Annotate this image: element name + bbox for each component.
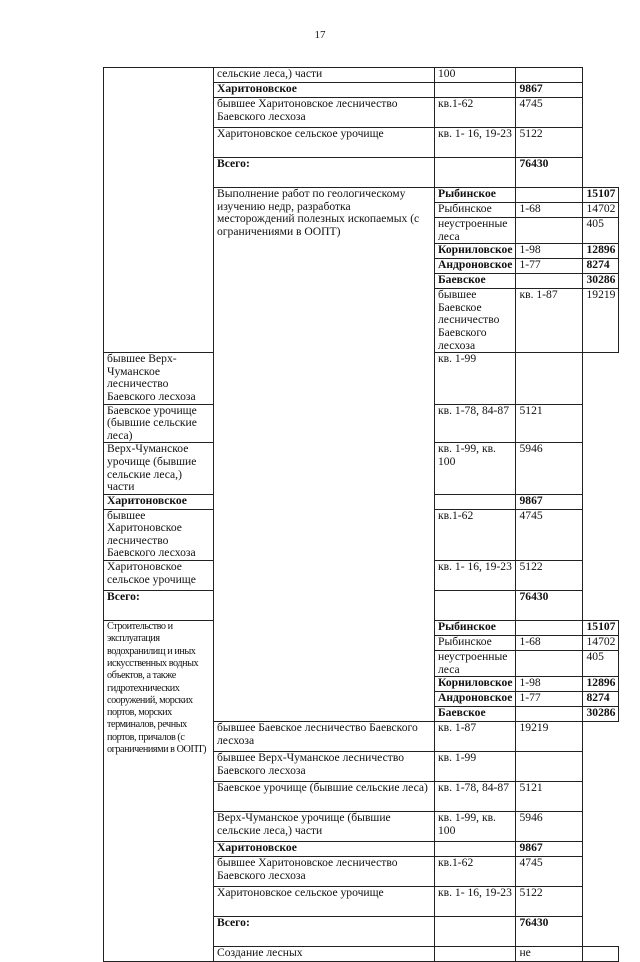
area-cell: 5122 — [516, 887, 583, 917]
quarters-cell: не — [516, 947, 583, 962]
name-cell: Харитоновское — [104, 494, 214, 509]
name-cell: Харитоновское — [214, 83, 435, 98]
purpose-cell — [104, 68, 214, 353]
area-cell — [516, 68, 583, 83]
area-cell: 5946 — [516, 812, 583, 842]
table-body — [104, 68, 619, 962]
area-cell — [583, 947, 619, 962]
name-cell: Всего: — [104, 591, 214, 621]
name-cell: Верх-Чуманское урочище (бывшие сельские леса,) части — [104, 443, 214, 494]
area-cell: 5946 — [516, 443, 583, 494]
quarters-cell: кв.1-62 — [435, 98, 516, 128]
area-cell: 30286 — [583, 274, 619, 289]
quarters-cell: 1-98 — [516, 677, 583, 692]
quarters-cell: кв. 1-99 — [435, 752, 516, 782]
area-cell: 5121 — [516, 404, 583, 443]
quarters-cell: кв. 1-99, кв. 100 — [435, 443, 516, 494]
name-cell: бывшее Харитоновское лесничество Баевского лесхоза — [214, 857, 435, 887]
quarters-cell — [516, 621, 583, 636]
name-cell: Всего: — [214, 917, 435, 947]
name-cell: Харитоновское сельское урочище — [214, 128, 435, 158]
name-cell: Рыбинское — [435, 203, 516, 218]
quarters-cell — [435, 83, 516, 98]
quarters-cell: кв. 1-87 — [516, 289, 583, 353]
area-cell: 405 — [583, 651, 619, 677]
forest-use-table — [103, 67, 619, 962]
name-cell: неустроенные леса — [435, 651, 516, 677]
name-cell: Харитоновское сельское урочище — [104, 561, 214, 591]
area-cell: 12896 — [583, 244, 619, 259]
quarters-cell: кв. 1- 16, 19-23 — [435, 128, 516, 158]
name-cell: Баевское урочище (бывшие сельские леса) — [214, 782, 435, 812]
name-cell: Харитоновское — [214, 842, 435, 857]
name-cell: Баевское — [435, 274, 516, 289]
area-cell: 5122 — [516, 128, 583, 158]
name-cell: Андроновское — [435, 259, 516, 274]
quarters-cell: кв. 1-99, кв. 100 — [435, 812, 516, 842]
name-cell: Корниловское — [435, 677, 516, 692]
area-cell: 12896 — [583, 677, 619, 692]
area-cell: 19219 — [583, 289, 619, 353]
area-cell: 15107 — [583, 621, 619, 636]
quarters-cell: кв. 1-87 — [435, 722, 516, 752]
quarters-cell — [435, 158, 516, 188]
table-row — [104, 68, 619, 83]
quarters-cell: 1-68 — [516, 203, 583, 218]
name-cell: Рыбинское — [435, 621, 516, 636]
name-cell: Рыбинское — [435, 636, 516, 651]
name-cell: сельские леса,) части — [214, 68, 435, 83]
purpose-cell: Выполнение работ по геологическому изучению недр, разработка месторождений полезных ископаемых (с ограничениями в ООПТ) — [214, 188, 435, 722]
quarters-cell: 100 — [435, 68, 516, 83]
name-cell: Андроновское — [435, 692, 516, 707]
name-cell: Корниловское — [435, 244, 516, 259]
area-cell: 4745 — [516, 857, 583, 887]
page-number: 17 — [314, 29, 326, 41]
area-cell: 30286 — [583, 707, 619, 722]
area-cell: 9867 — [516, 494, 583, 509]
quarters-cell: 1-98 — [516, 244, 583, 259]
name-cell: неустроенные леса — [435, 218, 516, 244]
name-cell — [435, 947, 516, 962]
name-cell: Харитоновское сельское урочище — [214, 887, 435, 917]
name-cell: Баевское — [435, 707, 516, 722]
quarters-cell — [435, 917, 516, 947]
quarters-cell: 1-77 — [516, 259, 583, 274]
area-cell: 8274 — [583, 259, 619, 274]
name-cell: Баевское урочище (бывшие сельские леса) — [104, 404, 214, 443]
area-cell: 76430 — [516, 917, 583, 947]
name-cell: бывшее Верх-Чуманское лесничество Баевского лесхоза — [214, 752, 435, 782]
name-cell: Всего: — [214, 158, 435, 188]
area-cell: 9867 — [516, 83, 583, 98]
quarters-cell — [516, 218, 583, 244]
quarters-cell: кв. 1- 16, 19-23 — [435, 561, 516, 591]
name-cell: Рыбинское — [435, 188, 516, 203]
name-cell: бывшее Харитоновское лесничество Баевского лесхоза — [214, 98, 435, 128]
name-cell: Верх-Чуманское урочище (бывшие сельские леса,) части — [214, 812, 435, 842]
area-cell: 5121 — [516, 782, 583, 812]
quarters-cell: кв. 1- 16, 19-23 — [435, 887, 516, 917]
area-cell: 9867 — [516, 842, 583, 857]
area-cell: 4745 — [516, 98, 583, 128]
quarters-cell: кв. 1-78, 84-87 — [435, 404, 516, 443]
quarters-cell: кв. 1-99 — [435, 353, 516, 404]
area-cell: 14702 — [583, 636, 619, 651]
area-cell — [516, 752, 583, 782]
quarters-cell — [516, 188, 583, 203]
area-cell: 405 — [583, 218, 619, 244]
quarters-cell — [516, 651, 583, 677]
quarters-cell — [435, 494, 516, 509]
area-cell: 4745 — [516, 509, 583, 560]
quarters-cell: кв. 1-78, 84-87 — [435, 782, 516, 812]
area-cell: 14702 — [583, 203, 619, 218]
area-cell: 19219 — [516, 722, 583, 752]
area-cell: 76430 — [516, 591, 583, 621]
area-cell: 8274 — [583, 692, 619, 707]
purpose-cell: Строительство и эксплуатация водохранилищ и иных искусственных водных объектов, а также гидротехнических сооружений, морских портов, морских терминалов, речных портов, причалов (с ограничениями в ООПТ) — [104, 621, 214, 962]
purpose-cell: Создание лесных — [214, 947, 435, 962]
name-cell: бывшее Верх-Чуманское лесничество Баевского лесхоза — [104, 353, 214, 404]
quarters-cell — [516, 707, 583, 722]
name-cell: бывшее Харитоновское лесничество Баевского лесхоза — [104, 509, 214, 560]
name-cell: бывшее Баевское лесничество Баевского лесхоза — [214, 722, 435, 752]
quarters-cell: 1-77 — [516, 692, 583, 707]
name-cell: бывшее Баевское лесничество Баевского лесхоза — [435, 289, 516, 353]
quarters-cell — [435, 842, 516, 857]
quarters-cell — [516, 274, 583, 289]
area-cell: 76430 — [516, 158, 583, 188]
area-cell — [516, 353, 583, 404]
quarters-cell: кв.1-62 — [435, 509, 516, 560]
area-cell: 15107 — [583, 188, 619, 203]
area-cell: 5122 — [516, 561, 583, 591]
quarters-cell: 1-68 — [516, 636, 583, 651]
quarters-cell: кв.1-62 — [435, 857, 516, 887]
quarters-cell — [435, 591, 516, 621]
